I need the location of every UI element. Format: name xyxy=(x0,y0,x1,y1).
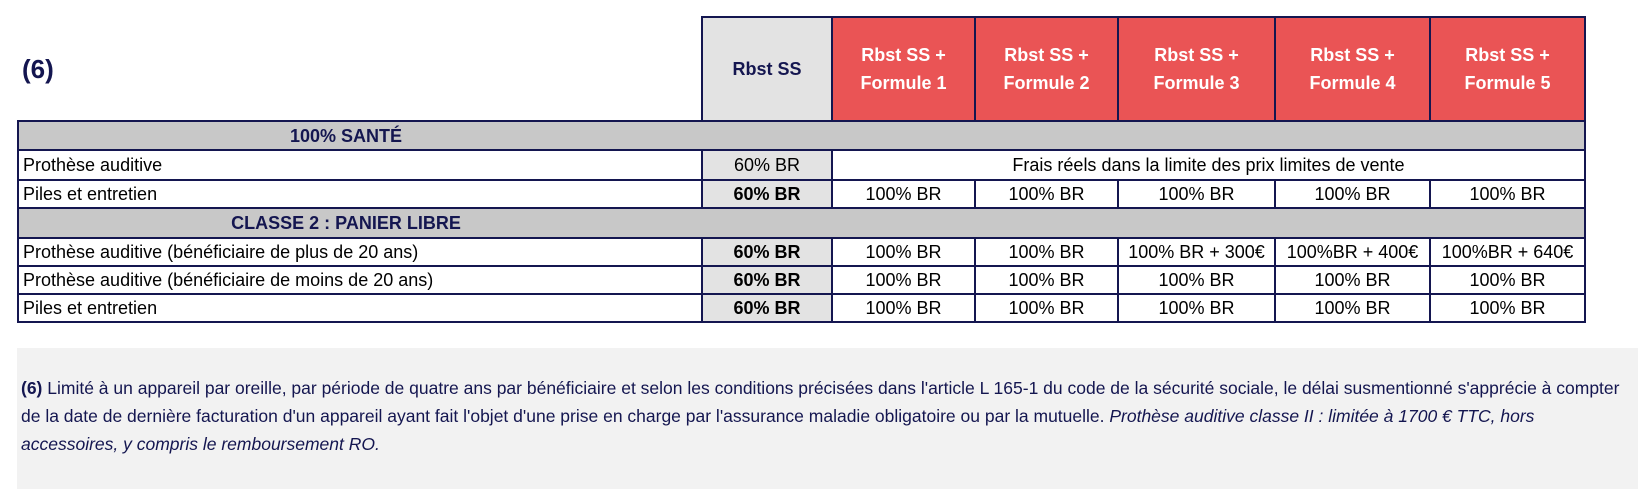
footnote-italic: Prothèse auditive classe II : limitée à 1700 € TTC, hors accessoires, y compris le remboursement RO. xyxy=(21,406,1535,454)
cell-value: 100% BR xyxy=(975,180,1118,208)
hearing-aid-coverage-table xyxy=(17,16,1586,323)
ss-value: 60% BR xyxy=(702,238,832,266)
footnote-paragraph xyxy=(21,374,1621,458)
col-header-formule-4 xyxy=(1275,17,1430,121)
cell-value: 100% BR xyxy=(1118,180,1275,208)
col-header-formule-5 xyxy=(1430,17,1585,121)
section-row xyxy=(18,208,1585,238)
row-label: Piles et entretien xyxy=(18,180,702,208)
col-header-formule-2 xyxy=(975,17,1118,121)
cell-value: 100% BR xyxy=(1275,180,1430,208)
ss-value: 60% BR xyxy=(702,266,832,294)
col-header-formule-1 xyxy=(832,17,975,121)
footnote-ref: (6) xyxy=(21,378,43,398)
col-header-line2: Formule 5 xyxy=(1464,73,1551,93)
cell-value: 100% BR xyxy=(832,266,975,294)
table-row xyxy=(18,150,1585,180)
cell-value: 100% BR xyxy=(1118,294,1275,322)
cell-value: 100% BR xyxy=(1430,294,1585,322)
cell-value: 100% BR xyxy=(1118,266,1275,294)
ss-value: 60% BR xyxy=(702,294,832,322)
row-label: Prothèse auditive (bénéficiaire de plus de 20 ans) xyxy=(18,238,702,266)
col-header-line2: Formule 1 xyxy=(860,73,947,93)
col-header-line1: Rbst SS + xyxy=(1465,45,1550,65)
table-row xyxy=(18,238,1585,266)
cell-value: 100% BR xyxy=(975,294,1118,322)
table-row xyxy=(18,180,1585,208)
col-header-rbst-ss: Rbst SS xyxy=(702,17,832,121)
cell-value: 100% BR + 300€ xyxy=(1118,238,1275,266)
col-header-formule-3 xyxy=(1118,17,1275,121)
footnote-ref: (6) xyxy=(18,17,702,121)
col-header-line2: Formule 3 xyxy=(1153,73,1240,93)
cell-value: 100% BR xyxy=(975,238,1118,266)
header-row xyxy=(18,17,1585,121)
col-header-line1: Rbst SS + xyxy=(1310,45,1395,65)
cell-value: 100% BR xyxy=(832,180,975,208)
col-header-line2: Formule 2 xyxy=(1003,73,1090,93)
footnote-box xyxy=(17,348,1638,489)
row-label: Piles et entretien xyxy=(18,294,702,322)
footnote-text: Limité à un appareil par oreille, par période de quatre ans par bénéficiaire et selon les conditions précisées dans l'article L 165-1 du code de la sécurité sociale, le délai susmentionné s'apprécie à compter de la date de dernière facturation d'un appareil ayant fait l'objet d'une prise en charge par l'assurance maladie obligatoire ou par la mutuelle. xyxy=(21,378,1620,426)
row-label: Prothèse auditive (bénéficiaire de moins de 20 ans) xyxy=(18,266,702,294)
cell-value: 100%BR + 400€ xyxy=(1275,238,1430,266)
col-header-line1: Rbst SS + xyxy=(1154,45,1239,65)
ss-value: 60% BR xyxy=(702,180,832,208)
table-row xyxy=(18,266,1585,294)
cell-value: 100% BR xyxy=(1430,266,1585,294)
col-header-line1: Rbst SS + xyxy=(861,45,946,65)
cell-value: 100% BR xyxy=(975,266,1118,294)
cell-value: 100% BR xyxy=(1275,294,1430,322)
section-title-text: CLASSE 2 : PANIER LIBRE xyxy=(231,213,461,233)
table-row xyxy=(18,294,1585,322)
col-header-line2: Formule 4 xyxy=(1309,73,1396,93)
section-title-100-sante xyxy=(18,121,1585,150)
cell-value: 100%BR + 640€ xyxy=(1430,238,1585,266)
section-title-classe-2 xyxy=(18,208,1585,238)
row-label: Prothèse auditive xyxy=(18,150,702,180)
ss-value: 60% BR xyxy=(702,150,832,180)
guarantee-table-wrapper xyxy=(17,16,1586,323)
cell-value: 100% BR xyxy=(832,294,975,322)
col-header-line1: Rbst SS + xyxy=(1004,45,1089,65)
cell-value: 100% BR xyxy=(832,238,975,266)
section-row xyxy=(18,121,1585,150)
cell-value: 100% BR xyxy=(1275,266,1430,294)
cell-value: 100% BR xyxy=(1430,180,1585,208)
merged-value: Frais réels dans la limite des prix limites de vente xyxy=(832,150,1585,180)
section-title-text: 100% SANTÉ xyxy=(289,125,403,146)
